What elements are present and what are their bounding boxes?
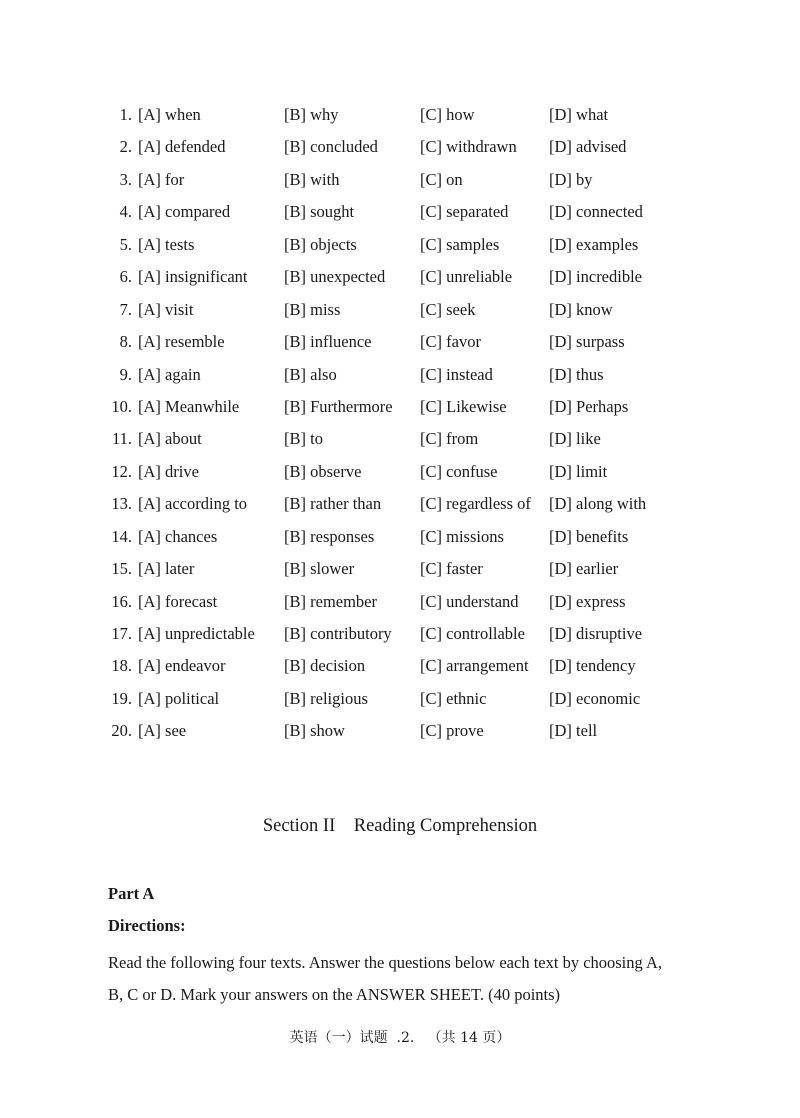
question-number: 4. bbox=[119, 202, 132, 222]
question-row bbox=[0, 362, 800, 394]
option-d: [D] benefits bbox=[549, 526, 629, 546]
question-number: 19. bbox=[111, 688, 132, 708]
option-c: [C] instead bbox=[420, 364, 493, 384]
option-a: [A] again bbox=[138, 364, 201, 384]
option-a: [A] when bbox=[138, 105, 201, 124]
question-row bbox=[0, 134, 800, 166]
option-d: [D] advised bbox=[549, 137, 627, 157]
option-d: [D] examples bbox=[549, 234, 639, 254]
option-b: [B] to bbox=[284, 429, 323, 449]
option-d: [D] economic bbox=[549, 688, 641, 708]
option-b: [B] show bbox=[284, 721, 345, 741]
option-c: [C] ethnic bbox=[420, 688, 487, 708]
question-row bbox=[0, 297, 800, 329]
question-row bbox=[0, 167, 800, 199]
question-row bbox=[0, 102, 800, 134]
option-b: [B] rather than bbox=[284, 494, 382, 514]
option-b: [B] miss bbox=[284, 299, 341, 319]
option-c: [C] controllable bbox=[420, 624, 525, 643]
option-a: [A] see bbox=[138, 721, 187, 741]
option-d: [D] what bbox=[549, 105, 609, 124]
option-b: [B] religious bbox=[284, 688, 368, 708]
option-c: [C] unreliable bbox=[420, 267, 513, 287]
question-row bbox=[0, 686, 800, 718]
question-number: 6. bbox=[119, 267, 132, 287]
option-c: [C] on bbox=[420, 169, 463, 189]
option-a: [A] defended bbox=[138, 137, 226, 157]
option-d: [D] limit bbox=[549, 461, 608, 481]
question-row bbox=[0, 426, 800, 458]
option-b: [B] why bbox=[284, 105, 339, 124]
option-a: [A] drive bbox=[138, 461, 199, 481]
option-a: [A] tests bbox=[138, 234, 195, 254]
option-c: [C] how bbox=[420, 105, 475, 124]
question-number: 9. bbox=[119, 364, 132, 384]
question-number: 15. bbox=[111, 559, 132, 579]
question-row bbox=[0, 264, 800, 296]
question-row bbox=[0, 621, 800, 653]
option-c: [C] Likewise bbox=[420, 396, 507, 416]
question-number: 12. bbox=[111, 461, 132, 481]
option-b: [B] decision bbox=[284, 656, 366, 676]
option-b: [B] remember bbox=[284, 591, 377, 611]
option-d: [D] along with bbox=[549, 494, 647, 514]
option-b: [B] also bbox=[284, 364, 337, 384]
option-b: [B] contributory bbox=[284, 624, 392, 643]
option-d: [D] know bbox=[549, 299, 613, 319]
option-d: [D] thus bbox=[549, 364, 604, 384]
option-a: [A] political bbox=[138, 688, 220, 708]
option-c: [C] prove bbox=[420, 721, 484, 741]
option-b: [B] with bbox=[284, 169, 340, 189]
option-d: [D] tell bbox=[549, 721, 598, 741]
option-a: [A] chances bbox=[138, 526, 218, 546]
question-number: 5. bbox=[119, 234, 132, 254]
option-b: [B] objects bbox=[284, 234, 357, 254]
option-b: [B] concluded bbox=[284, 137, 378, 157]
option-d: [D] tendency bbox=[549, 656, 636, 676]
option-a: [A] for bbox=[138, 169, 185, 189]
directions-label: Directions: bbox=[108, 916, 186, 935]
question-row bbox=[0, 394, 800, 426]
option-a: [A] resemble bbox=[138, 332, 225, 352]
option-b: [B] Furthermore bbox=[284, 396, 393, 416]
option-c: [C] understand bbox=[420, 591, 519, 611]
question-row bbox=[0, 524, 800, 556]
option-a: [A] forecast bbox=[138, 591, 218, 611]
option-d: [D] surpass bbox=[549, 332, 625, 352]
option-c: [C] samples bbox=[420, 234, 500, 254]
option-c: [C] seek bbox=[420, 299, 476, 319]
question-number: 10. bbox=[111, 396, 132, 416]
answer-options-list bbox=[0, 102, 800, 751]
question-number: 14. bbox=[111, 526, 132, 546]
option-c: [C] missions bbox=[420, 526, 504, 546]
option-a: [A] Meanwhile bbox=[138, 396, 240, 416]
directions-line: Read the following four texts. Answer the questions below each text by choosing A, bbox=[108, 953, 663, 972]
question-number: 18. bbox=[111, 656, 132, 676]
directions-text bbox=[108, 947, 708, 1011]
question-number: 13. bbox=[111, 494, 132, 514]
question-row bbox=[0, 329, 800, 361]
option-a: [A] about bbox=[138, 429, 202, 449]
section-title: Section II Reading Comprehension bbox=[262, 816, 538, 836]
directions-line: B, C or D. Mark your answers on the ANSWER SHEET. (40 points) bbox=[108, 985, 561, 1004]
option-d: [D] connected bbox=[549, 202, 643, 222]
option-d: [D] by bbox=[549, 169, 593, 189]
question-row bbox=[0, 459, 800, 491]
option-d: [D] earlier bbox=[549, 559, 619, 579]
question-number: 2. bbox=[119, 137, 132, 157]
option-d: [D] express bbox=[549, 591, 626, 611]
part-label: Part A bbox=[108, 884, 155, 903]
option-c: [C] separated bbox=[420, 202, 509, 222]
question-row bbox=[0, 589, 800, 621]
option-c: [C] from bbox=[420, 429, 479, 449]
option-c: [C] regardless of bbox=[420, 494, 531, 514]
question-row bbox=[0, 653, 800, 685]
option-a: [A] insignificant bbox=[138, 267, 248, 287]
option-a: [A] according to bbox=[138, 494, 248, 514]
question-number: 16. bbox=[111, 591, 132, 611]
option-a: [A] compared bbox=[138, 202, 231, 222]
option-b: [B] observe bbox=[284, 461, 362, 481]
option-b: [B] slower bbox=[284, 559, 355, 579]
option-a: [A] unpredictable bbox=[138, 624, 255, 643]
option-d: [D] like bbox=[549, 429, 601, 449]
option-d: [D] disruptive bbox=[549, 624, 643, 643]
question-row bbox=[0, 491, 800, 523]
question-row bbox=[0, 556, 800, 588]
question-number: 1. bbox=[119, 105, 132, 124]
option-c: [C] withdrawn bbox=[420, 137, 517, 157]
option-b: [B] responses bbox=[284, 526, 375, 546]
option-c: [C] favor bbox=[420, 332, 481, 352]
option-c: [C] arrangement bbox=[420, 656, 529, 676]
question-number: 7. bbox=[119, 299, 132, 319]
option-a: [A] endeavor bbox=[138, 656, 226, 676]
question-row bbox=[0, 718, 800, 750]
option-d: [D] incredible bbox=[549, 267, 642, 287]
option-d: [D] Perhaps bbox=[549, 396, 629, 416]
option-c: [C] faster bbox=[420, 559, 483, 579]
question-number: 20. bbox=[111, 721, 132, 741]
page-footer: 英语（一）试题 .2. （共 14 页） bbox=[289, 1030, 511, 1046]
option-b: [B] influence bbox=[284, 332, 372, 352]
question-number: 17. bbox=[111, 624, 132, 643]
question-row bbox=[0, 232, 800, 264]
question-number: 8. bbox=[119, 332, 132, 352]
option-a: [A] later bbox=[138, 559, 195, 579]
option-c: [C] confuse bbox=[420, 461, 498, 481]
question-number: 3. bbox=[119, 169, 132, 189]
question-row bbox=[0, 199, 800, 231]
question-number: 11. bbox=[111, 429, 132, 449]
option-a: [A] visit bbox=[138, 299, 194, 319]
option-b: [B] unexpected bbox=[284, 267, 386, 287]
option-b: [B] sought bbox=[284, 202, 355, 222]
